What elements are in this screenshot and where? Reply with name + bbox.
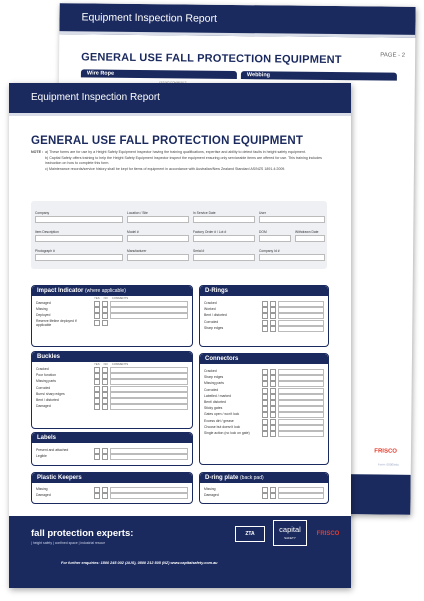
- labels-title: Labels: [32, 433, 192, 443]
- no-checkbox[interactable]: [102, 320, 108, 326]
- checklist-row: Deployed: [32, 312, 192, 318]
- column-headers: YES NO COMMENTS: [94, 362, 129, 366]
- comment-field[interactable]: [278, 326, 324, 332]
- connectors-panel: [199, 353, 329, 465]
- no-checkbox[interactable]: [102, 454, 108, 460]
- checklist-row: Labelled / marked: [200, 393, 328, 399]
- checklist-row: Missing parts: [32, 378, 192, 384]
- footer-services: | height safety | confined space | industrial rescue: [31, 541, 106, 545]
- location-field[interactable]: Location / Site: [127, 211, 189, 223]
- zta-logo: ZTA: [235, 526, 265, 542]
- plastic-keepers-title: Plastic Keepers: [32, 473, 192, 483]
- checklist-row: Missing: [32, 486, 192, 492]
- note-line-b: b) Capital Safety offers training to help the Height Safety Equipment Inspector inspect the equipment ensuring only serviceable items are offered for use. This training includes instruction on how to complete this form.: [45, 155, 322, 165]
- checklist-row: Bent/ distorted: [200, 399, 328, 405]
- note-line-c: c) Maintenance records/service history shall be kept for items of equipment in accordance with Australian/New Zealand Standard AS/NZS 1891.4:2009.: [45, 166, 286, 171]
- note-label: NOTE :: [31, 150, 44, 154]
- plastic-keepers-panel: [31, 472, 193, 504]
- checklist-row: Cracked: [200, 368, 328, 374]
- labels-panel: [31, 432, 193, 466]
- front-page: [9, 83, 351, 588]
- yes-checkbox[interactable]: [262, 431, 268, 437]
- checklist-row: Legible: [32, 453, 192, 459]
- back-header: Equipment Inspection Report: [59, 3, 415, 38]
- wire-rope-bar: Wire Rope: [81, 69, 237, 79]
- impact-indicator-panel: [31, 285, 193, 347]
- d-ring-plate-panel: [199, 472, 329, 504]
- note-block: [31, 150, 331, 172]
- dom-field[interactable]: DOM: [259, 230, 291, 242]
- footer-enquiries: For further enquiries: 1800 245 002 (AUS), 0800 212 505 (NZ) www.capitalsafety.com.au: [61, 561, 218, 565]
- item-description-field[interactable]: Item Description: [35, 230, 123, 242]
- no-checkbox[interactable]: [270, 431, 276, 437]
- serial-field[interactable]: Serial #: [193, 249, 255, 261]
- checklist-row: Bent / distorted: [32, 397, 192, 403]
- yes-checkbox[interactable]: [94, 454, 100, 460]
- checklist-row: Damaged: [32, 492, 192, 498]
- connectors-title: Connectors: [200, 354, 328, 364]
- webbing-bar: Webbing: [241, 71, 397, 81]
- comment-field[interactable]: [278, 493, 324, 499]
- back-page-number: PAGE - 2: [380, 52, 406, 59]
- yes-checkbox[interactable]: [262, 326, 268, 332]
- comment-field[interactable]: [110, 493, 188, 499]
- comment-field[interactable]: [110, 313, 188, 319]
- comment-field[interactable]: [278, 431, 324, 437]
- checklist-row: Present and attached: [32, 447, 192, 453]
- capital-safety-logo: capital SAFETY: [273, 520, 307, 546]
- column-headers: YES NO COMMENTS: [94, 296, 129, 300]
- buckles-panel: [31, 351, 193, 429]
- details-form: [31, 201, 327, 269]
- d-rings-panel: [199, 285, 329, 347]
- company-id-field[interactable]: Company Id #: [259, 249, 325, 261]
- d-ring-plate-title: D-ring plate (back pad): [200, 473, 328, 483]
- checklist-row: Missing: [200, 486, 328, 492]
- footer-tagline: fall protection experts:: [31, 528, 134, 539]
- checklist-row: Reserve lifeline deployed if applicable: [32, 319, 90, 328]
- checklist-row: Bent / distorted: [200, 312, 328, 318]
- back-frisco-logo: FRISCO: [374, 448, 398, 455]
- comment-field[interactable]: [110, 454, 188, 460]
- checklist-row: Corroded: [32, 385, 192, 391]
- no-checkbox[interactable]: [270, 326, 276, 332]
- user-field[interactable]: User: [259, 211, 325, 223]
- checklist-row: Damaged: [200, 492, 328, 498]
- in-service-field[interactable]: In Service Date: [193, 211, 255, 223]
- no-checkbox[interactable]: [270, 493, 276, 499]
- factory-order-field[interactable]: Factory Order # / Lot #: [193, 230, 255, 242]
- front-title: GENERAL USE FALL PROTECTION EQUIPMENT: [31, 135, 304, 147]
- yes-checkbox[interactable]: [262, 493, 268, 499]
- checklist-row: Gates open / won't lock: [200, 411, 328, 417]
- checklist-row: Sharp edges: [200, 374, 328, 380]
- frisco-logo: FRISCO: [316, 531, 340, 537]
- photograph-field[interactable]: Photograph #: [35, 249, 123, 261]
- checklist-row: Cracked: [200, 300, 328, 306]
- yes-checkbox[interactable]: [94, 320, 100, 326]
- checklist-row: Corroded: [200, 319, 328, 325]
- checklist-row: Sticky gates: [200, 405, 328, 411]
- model-field[interactable]: Model #: [127, 230, 189, 242]
- checklist-row: Missing: [32, 306, 192, 312]
- back-footnote: Form: 0000/info: [377, 462, 399, 467]
- company-field[interactable]: Company: [35, 211, 123, 223]
- checklist-row: Cracked: [32, 366, 192, 372]
- checklist-row: Sharp edges: [200, 325, 328, 331]
- checklist-row: Damaged: [32, 300, 192, 306]
- no-checkbox[interactable]: [102, 493, 108, 499]
- yes-checkbox[interactable]: [94, 493, 100, 499]
- yes-checkbox[interactable]: [94, 313, 100, 319]
- footer-band: [9, 516, 351, 588]
- withdrawn-field[interactable]: Withdrawn Date: [295, 230, 325, 242]
- buckles-title: Buckles: [32, 352, 192, 362]
- checklist-row: Missing parts: [200, 380, 328, 386]
- checklist-row: Burrs/ sharp edges: [32, 391, 192, 397]
- checklist-row: Damaged: [32, 403, 192, 409]
- checklist-row: Choose but doesn't lock: [200, 424, 328, 430]
- checklist-row: Poor function: [32, 372, 192, 378]
- back-title: GENERAL USE FALL PROTECTION EQUIPMENT: [81, 51, 342, 67]
- checklist-row: Excess dirt / grease: [200, 418, 328, 424]
- checklist-row: Worked: [200, 306, 328, 312]
- comment-field[interactable]: [110, 404, 188, 410]
- front-header: Equipment Inspection Report: [9, 83, 351, 116]
- checklist-row: Corroded: [200, 387, 328, 393]
- no-checkbox[interactable]: [102, 313, 108, 319]
- impact-indicator-title: Impact Indicator (where applicable): [32, 286, 192, 296]
- checklist-row: Single action (no lock on gate): [200, 430, 328, 436]
- no-checkbox[interactable]: [102, 404, 108, 410]
- manufacturer-field[interactable]: Manufacturer: [127, 249, 189, 261]
- d-rings-title: D-Rings: [200, 286, 328, 296]
- note-line-a: a) These forms are for use by a Height Safety Equipment Inspector having the training qualifications, expertise and ability to detect faults in height safety equipment.: [45, 150, 306, 154]
- yes-checkbox[interactable]: [94, 404, 100, 410]
